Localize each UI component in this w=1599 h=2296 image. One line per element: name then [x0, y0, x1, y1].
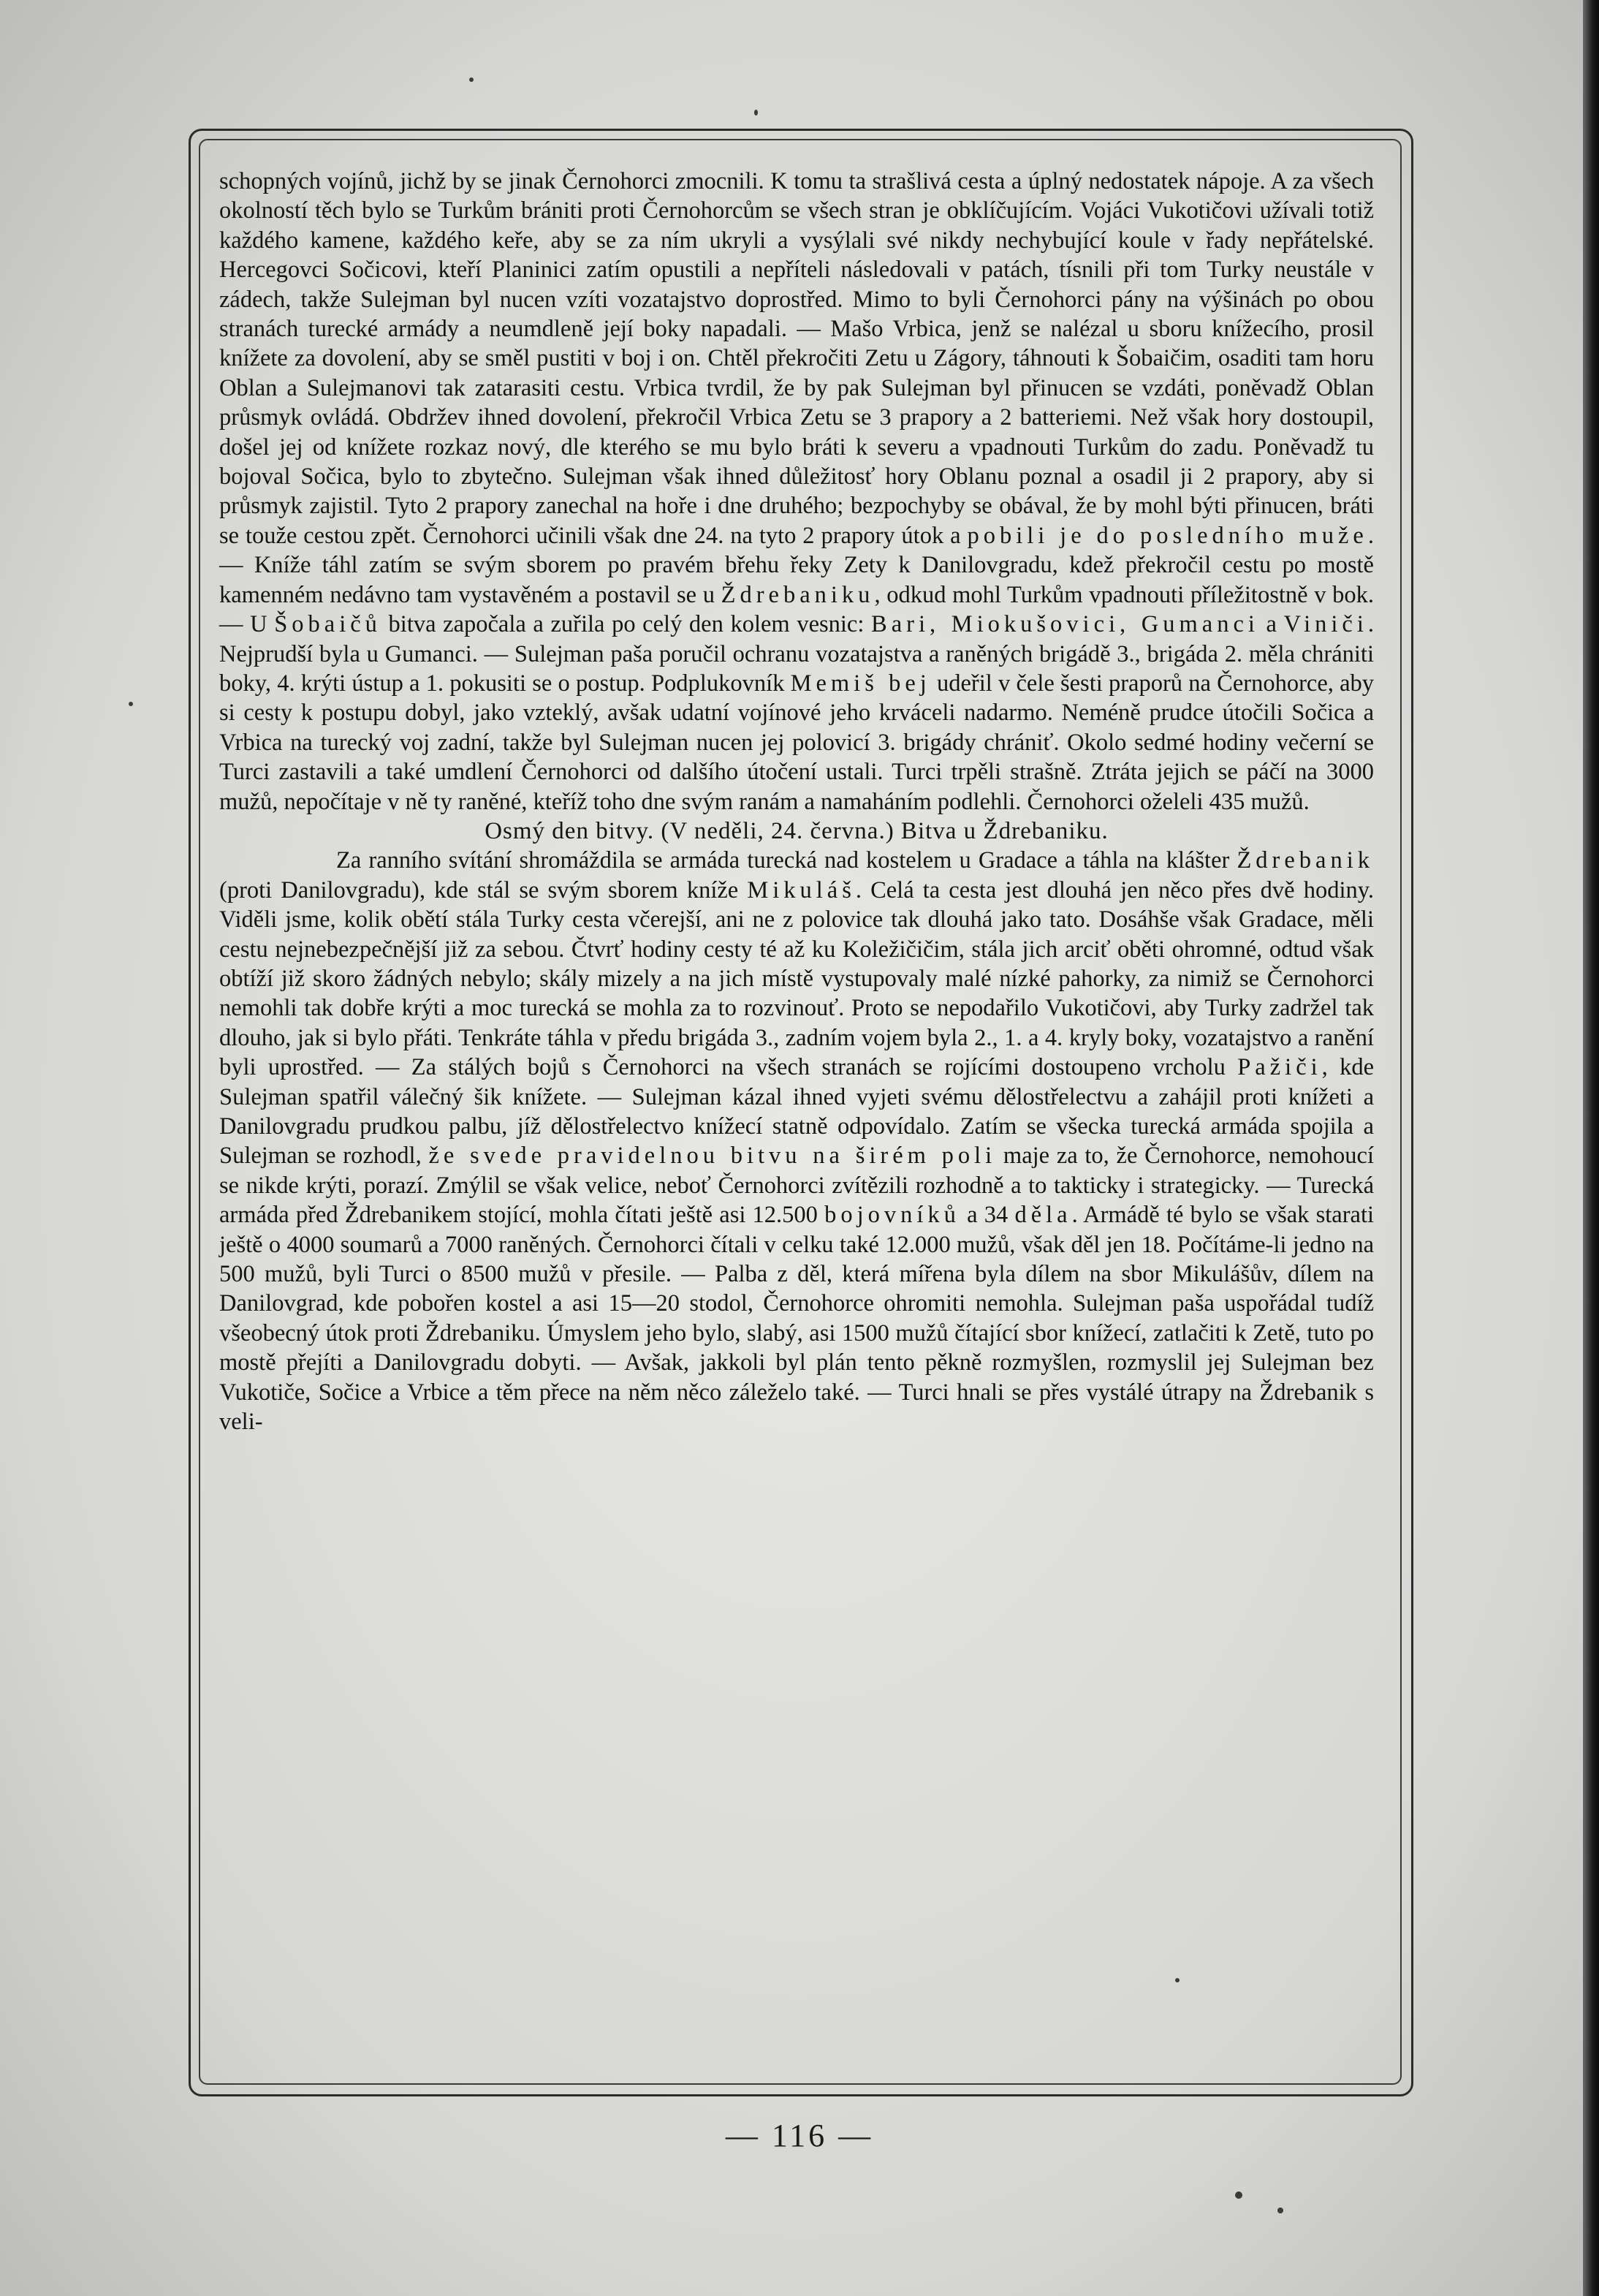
page-text	[219, 167, 1374, 1436]
paragraph-continuation	[219, 167, 1374, 817]
print-speck	[469, 77, 474, 82]
text-run: . Nejprudší byla u Gumanci. — Sulejman paša poručil ochranu vozatajstva a raněných brigádě 3., brigáda 2. měla chrániti boky, 4. krýti ústup a 1. pokusiti se o postup. Podplukovník	[219, 611, 1374, 697]
emphasized-text: Ždrebaniku	[721, 581, 875, 608]
emphasized-text: děla	[1014, 1202, 1072, 1229]
text-run: udeřil v čele šesti praporů na Černohorce, aby si cesty k postupu dobyl, jako vzteklý, avšak udatní vojínové jeho krváceli nadarmo. Neméně prudce útočili Sočica a Vrbica na turecký voj zadní, takže byl Sulejman nucen jej polovicí 3. brigády chrániť. Okolo sedmé hodiny večerní se Turci zastavili a také umdlení Černohorci od dalšího útočení ustali. Turci trpěli strašně. Ztráta jejich se páčí na 3000 mužů, nepočítaje v ně ty raněné, kteříž toho dne svým ranám a namaháním podlehli. Černohorci oželeli 435 mužů.	[219, 670, 1375, 815]
print-speck	[129, 702, 133, 706]
text-run: . Armádě té bylo se však starati ještě o 4000 soumarů a 7000 raněných. Černohorci čítali v celku také 12.000 mužů, však děl jen 18. Počítáme-li jedno na 500 mužů, byli Turci o 8500 mužů v přesile. — Palba z děl, která mířena byla dílem na sbor Mikulášův, dílem na Danilovgrad, kde pobořen kostel a asi 15—20 stodol, Černohorce ohromiti nemohla. Sulejman paša uspořádal tudíž všeobecný útok proti Ždrebaniku. Úmyslem jeho bylo, slabý, asi 1500 mužů čítající sbor knížecí, zatlačiti k Zetě, tuto po mostě přejíti a Danilovgradu dobyti. — Avšak, jakkoli byl plán tento pěkně rozmyšlen, rozmyslil jej Sulejman bez Vukotiče, Sočice a Vrbice a těm přece na něm něco záleželo také. — Turci hnali se přes vystálé útrapy na Ždrebanik s veli-	[219, 1202, 1374, 1436]
text-run: . Celá ta cesta jest dlouhá jen něco přes dvě hodiny. Viděli jsme, kolik obětí stála Turky cesta včerejší, ani ne z polovice tak dlouhá jako tato. Dosáhše však Gradace, měli cestu nejnebezpečnější již za sebou. Čtvrť hodiny cesty té až ku Koležičičim, stála jich arciť oběti ohromné, odtud však obtíží již skoro žádných nebylo; skály mizely a na jich místě vystupovaly malé nízké pahorky, za nimiž se Černohorci nemohli tak dobře krýti a moc turecká se mohla za to rozvinouť. Proto se nepodařilo Vukotičovi, aby Turky zadržel tak dlouho, jak si bylo přáti. Tenkráte táhla v předu brigáda 3., zadním vojem byla 2., 1. a 4. kryly boky, vozatajstvo a ranění byli uprostřed. — Za stálých bojů s Černohorci na všech stranách se rojícími dostoupeno vrcholu	[219, 876, 1374, 1081]
print-speck	[1235, 2191, 1242, 2199]
emphasized-text: Pažiči	[1237, 1054, 1322, 1081]
emphasized-text: Bari, Miokušovici, Gumanci	[871, 611, 1259, 638]
text-run: (proti Danilovgradu), kde stál se svým sborem kníže	[219, 876, 748, 903]
text-run: Za ranního svítání shromáždila se armáda turecká nad kostelem u Gradace a táhla na klášter	[336, 847, 1237, 874]
section-heading: Osmý den bitvy. (V neděli, 24. června.) Bitva u Ždrebaniku.	[485, 817, 1109, 844]
text-run: schopných vojínů, jichž by se jinak Černohorci zmocnili. K tomu ta strašlivá cesta a úplný nedostatek nápoje. A za všech okolností těch bylo se Turkům brániti proti Černohorcům se všech stran je obklíčujícím. Vojáci Vukotičovi užívali totiž každého kamene, každého keře, aby se za ním ukryli a vysýlali své nikdy nechybující koule v řady nepřátelské. Hercegovci Sočicovi, kteří Planinici zatím opustili a nepříteli následovali v patách, tísnili při tom Turky neustále v zádech, takže Sulejman byl nucen vzíti vozatajstvo doprostřed. Mimo to byli Černohorci pány na výšinách po obou stranách turecké armády a neumdleně její boky napadali. — Mašo Vrbica, jenž se nalézal u sboru knížecího, prosil knížete za dovolení, aby se směl pustiti v boj i on. Chtěl překročiti Zetu u Zágory, táhnouti k Šobaičim, osaditi tam horu Oblan a Sulejmanovi tak zatarasiti cestu. Vrbica tvrdil, že by pak Sulejman byl přinucen se vzdáti, poněvadž Oblan průsmyk ovládá. Obdržev ihned dovolení, překročil Vrbica Zetu se 3 prapory a 2 batteriemi. Než však hory dostoupil, došel jej od knížete rozkaz nový, dle kterého se mu bylo bráti k severu a vpadnouti Turkům do zadu. Poněvadž tu bojoval Sočica, bylo to zbytečno. Sulejman však ihned důležitosť hory Oblanu poznal a osadil ji 2 prapory, aby si průsmyk zajistil. Tyto 2 prapory zanechal na hoře i dne druhého; bezpochyby se obával, že by mohl býti přinucen, bráti se touže cestou zpět. Černohorci učinili však dne 24. na tyto 2 prapory útok a	[219, 168, 1374, 549]
emphasized-text: Memiš bej	[790, 670, 931, 697]
print-speck	[754, 110, 758, 115]
binding-edge	[1583, 0, 1599, 2296]
text-run: , kde Sulejman spatřil válečný šik knížete. — Sulejman kázal ihned vyjeti svému dělostřelectvu a zahájil proti knížeti a Danilovgradu prudkou palbu, jíž dělostřelectvo knížecí statně odpovídalo. Zatím se všecka turecká armáda spojila a Sulejman se rozhodl,	[219, 1054, 1374, 1170]
text-run: a	[1258, 611, 1284, 638]
paragraph-battle-day-eight	[219, 846, 1374, 1436]
text-run: bitva započala a zuřila po celý den kolem vesnic:	[381, 611, 872, 638]
text-run: maje za to, že Černohorce, nemohoucí se nikde krýti, porazí. Zmýlil se však velice, neboť Černohorci zvítězili rozhodně a to takticky i strategicky. — Turecká armáda před Ždrebanikem stojící, mohla čítati ještě asi 12.500	[219, 1143, 1374, 1229]
emphasized-text: Ždrebanik	[1237, 847, 1374, 874]
emphasized-text: že svede pravidelnou bitvu na širém poli	[428, 1143, 997, 1170]
emphasized-text: Viniči	[1283, 611, 1368, 638]
text-run: , odkud mohl Turkům vpadnouti příležitostně v bok. — U	[219, 581, 1374, 638]
print-speck	[1175, 1978, 1180, 1982]
emphasized-text: pobili je do posledního muže	[967, 522, 1368, 549]
text-run: a 34	[960, 1202, 1015, 1229]
page-number: — 116 —	[725, 2118, 874, 2153]
print-speck	[1277, 2208, 1283, 2213]
emphasized-text: Mikuláš	[747, 876, 856, 903]
emphasized-text: bojovníků	[824, 1202, 960, 1229]
emphasized-text: Šobaičů	[274, 611, 381, 638]
text-run: . — Kníže táhl zatím se svým sborem po pravém břehu řeky Zety k Danilovgradu, kdež překročil cestu po mostě kamenném nedávno tam vystavěném a postavil se u	[219, 522, 1374, 608]
